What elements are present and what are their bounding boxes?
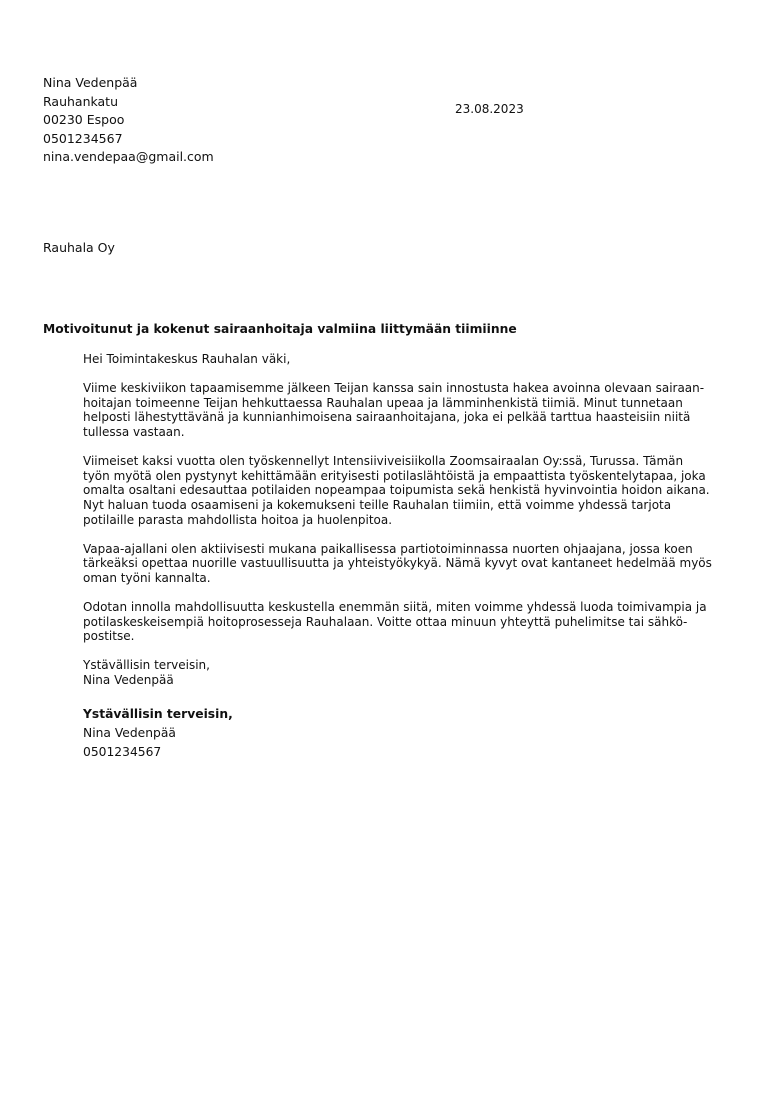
sender-email: nina.vendepaa@gmail.com xyxy=(43,149,214,164)
letter-greeting: Hei Toimintakeskus Rauhalan väki, xyxy=(83,352,291,366)
closing-phrase: Ystävällisin terveisin, xyxy=(83,658,210,673)
letter-paragraph: Odotan innolla mahdollisuutta keskustella enemmän siitä, miten voimme yhdessä luoda toimivampia ja potilaskeskeisempiä hoitoprosesseja Rauhalaan. Voitte ottaa minuun yhteyttä puhelimitse tai sähköpostitse. xyxy=(83,600,707,644)
recipient-name: Rauhala Oy xyxy=(43,240,115,255)
signature-phone: 0501234567 xyxy=(83,745,162,759)
letter-paragraph: Viimeiset kaksi vuotta olen työskennellyt Intensiiviveisiikolla Zoomsairaalan Oy:ssä, Turussa. Tämän työn myötä olen pystynyt kehittämään erityisesti potilaslähtöistä ja empaattista työskentelytapaa, joka omalta osaltani edesauttaa potilaiden nopeampaa toipumista sekä henkistä hyvinvointia hoidon aikana. Nyt haluan tuoda osaamiseni ja kokemukseni teille Rauhalan tiimiin, että voimme yhdessä tarjota potilaille parasta mahdollista hoitoa ja huolenpitoa. xyxy=(83,454,710,527)
signature-block xyxy=(83,705,233,762)
signature-closing: Ystävällisin terveisin, xyxy=(83,707,233,721)
letter-paragraph: Vapaa-ajallani olen aktiivisesti mukana paikallisessa partiotoiminnassa nuorten ohjaajana, jossa koen tärkeäksi opettaa nuorille vastuullisuutta ja yhteistyökykyä. Nämä kyvyt ovat kantaneet hedelmää myös oman työni kannalta. xyxy=(83,541,712,585)
signature-name: Nina Vedenpää xyxy=(83,726,176,740)
letter-body xyxy=(83,352,713,688)
sender-address-block xyxy=(43,74,214,167)
letter-paragraph: Viime keskiviikon tapaamisemme jälkeen Teijan kanssa sain innostusta hakea avoinna olevaan sairaanhoitajan toimeenne Teijan hehkuttaessa Rauhalan upeaa ja lämminhenkistä tiimiä. Minut tunnetaan helposti lähestyttävänä ja kunnianhimoisena sairaanhoitajana, joka ei pelkää tarttua haasteisiin niitä tullessa vastaan. xyxy=(83,381,705,439)
sender-postal: 00230 Espoo xyxy=(43,112,125,127)
sender-name: Nina Vedenpää xyxy=(43,75,138,90)
letter-closing xyxy=(83,658,713,687)
sender-phone: 0501234567 xyxy=(43,130,123,146)
sender-street: Rauhankatu xyxy=(43,93,118,109)
letter-date: 23.08.2023 xyxy=(455,102,524,116)
letter-subject: Motivoitunut ja kokenut sairaanhoitaja valmiina liittymään tiimiinne xyxy=(43,322,517,336)
closing-name: Nina Vedenpää xyxy=(83,673,174,688)
